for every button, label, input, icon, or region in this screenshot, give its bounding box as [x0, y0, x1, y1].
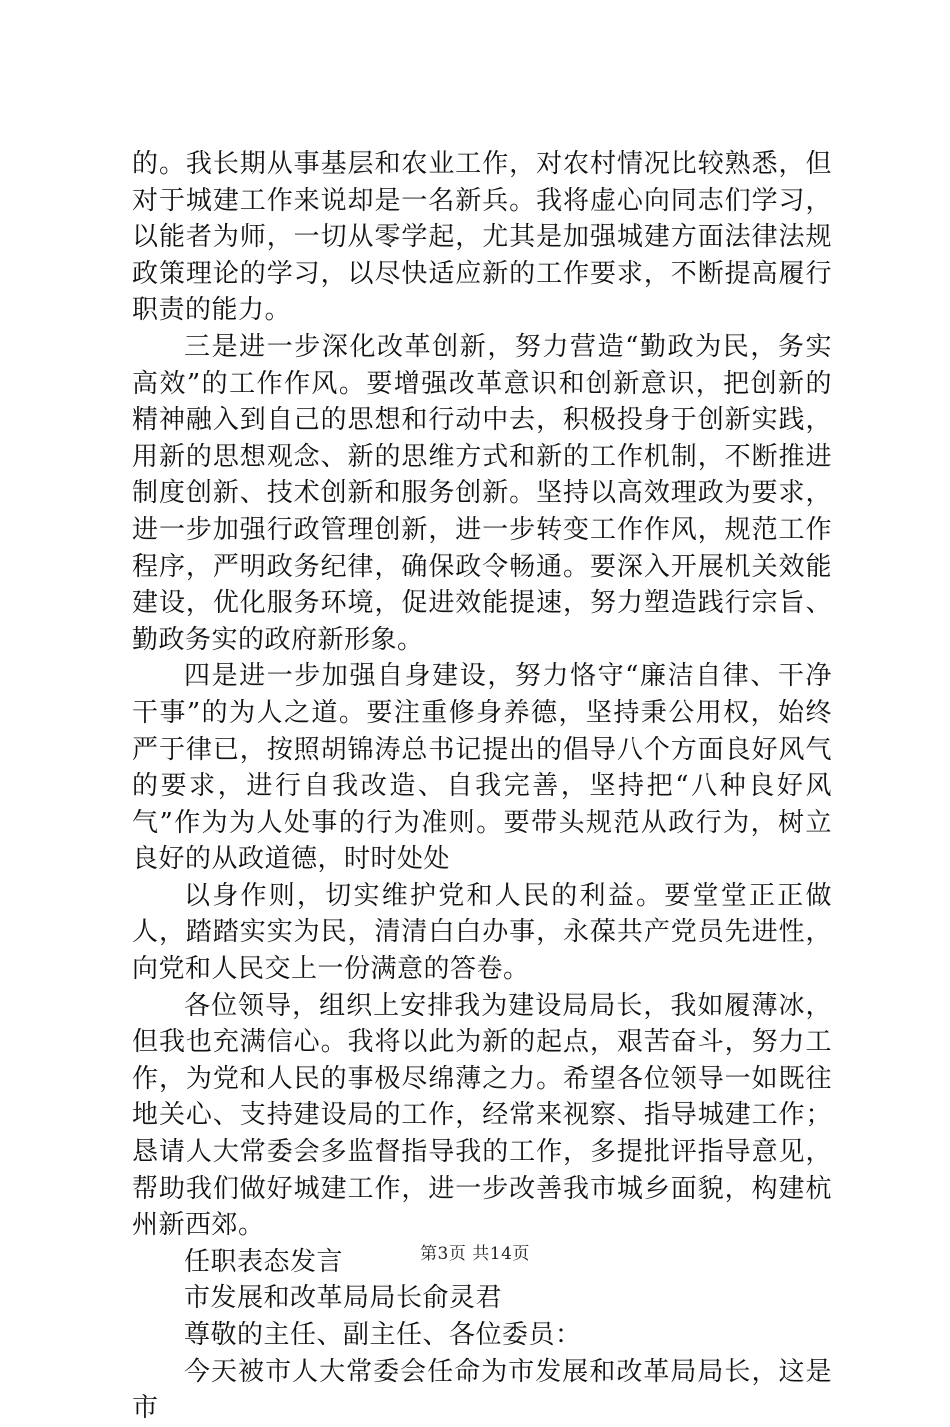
- paragraph-self-building: 四是进一步加强自身建设，努力恪守“廉洁自律、干净干事”的为人之道。要注重修身养德，坚持秉公用权，始终严于律已，按照胡锦涛总书记提出的倡导八个方面良好风气的要求，进行自我改造、自我完善，坚持把“八种良好风气”作为为人处事的行为准则。要带头规范从政行为，树立良好的从政道德，时时处处: [132, 661, 832, 875]
- paragraph-reform-innovation: 三是进一步深化改革创新，努力营造“勤政为民，务实高效”的工作作风。要增强改革意识和创新意识，把创新的精神融入到自己的思想和行动中去，积极投身于创新实践，用新的思想观念、新的思维方式和新的工作机制，不断推进制度创新、技术创新和服务创新。坚持以高效理政为要求，进一步加强行政管理创新，进一步转变工作作风，规范工作程序，严明政务纪律，确保政令畅通。要深入开展机关效能建设，优化服务环境，促进效能提速，努力塑造践行宗旨、勤政务实的政府新形象。: [132, 331, 832, 655]
- page-number-footer: 第3页 共14页: [420, 1244, 530, 1264]
- speaker-line: 市发展和改革局局长俞灵君: [184, 1283, 503, 1314]
- paragraph-lead-by-example: 以身作则，切实维护党和人民的利益。要堂堂正正做人，踏踏实实为民，清清白白办事，永葆共产党员先进性，向党和人民交上一份满意的答卷。: [132, 880, 832, 985]
- paragraph-closing-remarks: 各位领导，组织上安排我为建设局局长，我如履薄冰，但我也充满信心。我将以此为新的起点，艰苦奋斗，努力工作，为党和人民的事极尽绵薄之力。希望各位领导一如既往地关心、支持建设局的工作，经常来视察、指导城建工作；恳请人大常委会多监督指导我的工作，多提批评指导意见，帮助我们做好城建工作，进一步改善我市城乡面貌，构建杭州新西郊。: [132, 990, 832, 1241]
- paragraph-opening: 今天被市人大常委会任命为市发展和改革局局长，这是市: [132, 1356, 832, 1424]
- paragraph-continuation: 的。我长期从事基层和农业工作，对农村情况比较熟悉，但对于城建工作来说却是一名新兵。我将虚心向同志们学习，以能者为师，一切从零学起，尤其是加强城建方面法律法规政策理论的学习，以尽快适应新的工作要求，不断提高履行职责的能力。: [132, 149, 832, 326]
- section-title: 任职表态发言: [184, 1246, 344, 1277]
- document-body: [132, 146, 832, 1427]
- salutation: 尊敬的主任、副主任、各位委员：: [184, 1320, 582, 1350]
